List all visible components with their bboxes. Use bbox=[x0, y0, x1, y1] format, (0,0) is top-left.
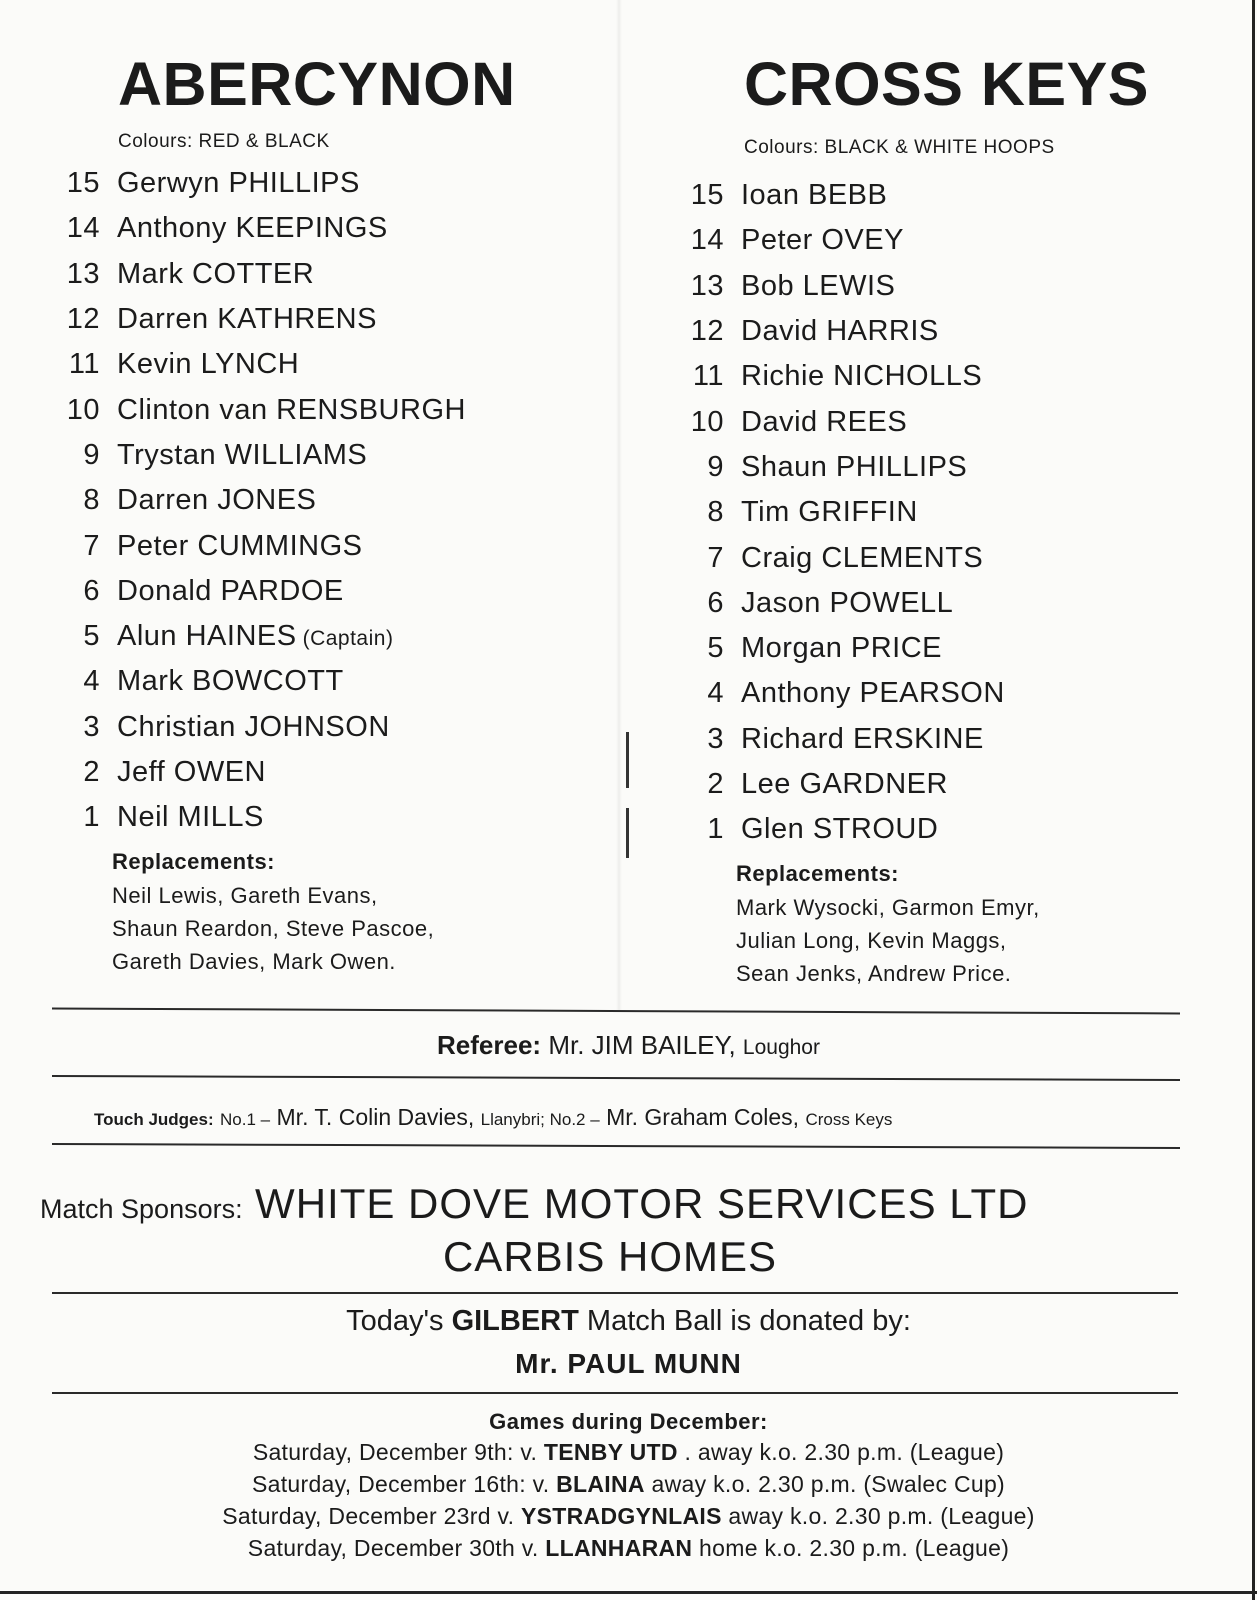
touch-judge-1-name: Mr. T. Colin Davies, bbox=[276, 1104, 475, 1130]
player-number: 8 bbox=[707, 496, 724, 529]
home-team-colours: Colours: RED & BLACK bbox=[118, 131, 330, 153]
player-name: Alun HAINES bbox=[117, 620, 297, 653]
fixture-date: Saturday, December 30th v. bbox=[247, 1535, 539, 1561]
fixture-opponent: BLAINA bbox=[556, 1471, 645, 1497]
fixture-opponent: YSTRADGYNLAIS bbox=[521, 1503, 722, 1529]
player-number: 11 bbox=[68, 348, 100, 381]
away-player-row bbox=[672, 451, 1212, 496]
player-name: Jason POWELL bbox=[741, 586, 954, 619]
player-name: Peter OVEY bbox=[741, 224, 904, 257]
player-number: 10 bbox=[66, 393, 100, 426]
player-number: 5 bbox=[83, 620, 100, 653]
player-number: 5 bbox=[707, 632, 724, 665]
touch-judge-1-place: Llanybri; No.2 – bbox=[480, 1110, 600, 1129]
fixture-date: Saturday, December 9th: v. bbox=[252, 1439, 538, 1465]
player-name: Bob LEWIS bbox=[741, 269, 896, 302]
match-ball-line bbox=[0, 1305, 1257, 1338]
home-player-row bbox=[48, 665, 588, 710]
away-player-row bbox=[672, 270, 1212, 315]
player-number: 6 bbox=[83, 574, 100, 607]
staple-top bbox=[626, 732, 629, 788]
match-ball-brand: GILBERT bbox=[451, 1305, 579, 1337]
fixtures-list bbox=[0, 1436, 1257, 1564]
player-number: 13 bbox=[690, 269, 724, 302]
touch-judges-line bbox=[94, 1104, 892, 1131]
home-player-row bbox=[48, 258, 588, 303]
home-player-row bbox=[48, 212, 588, 257]
home-player-row bbox=[48, 801, 588, 846]
player-number: 9 bbox=[707, 450, 724, 483]
player-number: 4 bbox=[83, 665, 100, 698]
away-player-row bbox=[672, 496, 1212, 541]
player-number: 1 bbox=[83, 801, 100, 834]
home-player-row bbox=[48, 575, 588, 620]
home-player-row bbox=[48, 620, 588, 665]
fixture-opponent: TENBY UTD bbox=[543, 1439, 678, 1465]
player-number: 13 bbox=[66, 257, 100, 290]
fixture-row bbox=[0, 1500, 1257, 1532]
captain-note: (Captain) bbox=[302, 627, 394, 651]
away-replacements-line: Sean Jenks, Andrew Price. bbox=[736, 960, 1012, 986]
away-player-row bbox=[672, 542, 1212, 587]
player-name: Kevin LYNCH bbox=[117, 348, 300, 381]
player-number: 12 bbox=[66, 303, 100, 336]
player-number: 12 bbox=[690, 315, 724, 348]
player-number: 2 bbox=[707, 768, 724, 801]
home-replacements-title: Replacements: bbox=[112, 848, 276, 874]
home-player-row bbox=[48, 303, 588, 348]
player-number: 3 bbox=[83, 710, 100, 743]
match-ball-donor: Mr. PAUL MUNN bbox=[515, 1348, 742, 1379]
home-player-row bbox=[48, 756, 588, 801]
player-name: Mark COTTER bbox=[117, 257, 315, 290]
player-number: 15 bbox=[690, 179, 724, 212]
touch-judges-label: Touch Judges: bbox=[94, 1110, 214, 1129]
player-name: Clinton van RENSBURGH bbox=[117, 393, 466, 426]
away-replacements-line: Mark Wysocki, Garmon Emyr, bbox=[736, 894, 1040, 920]
fixture-row bbox=[0, 1436, 1257, 1468]
referee-line bbox=[0, 1030, 1257, 1061]
away-player-row bbox=[672, 587, 1212, 632]
home-player-row bbox=[48, 167, 588, 212]
match-sponsors bbox=[40, 1180, 1028, 1228]
staple-bottom bbox=[626, 808, 629, 858]
away-player-row bbox=[672, 315, 1212, 360]
player-name: David HARRIS bbox=[741, 315, 939, 348]
home-replacements bbox=[112, 849, 588, 978]
away-team-name: CROSS KEYS bbox=[744, 50, 1149, 118]
home-replacements-line: Shaun Reardon, Steve Pascoe, bbox=[112, 915, 435, 941]
player-name: Peter CUMMINGS bbox=[117, 529, 363, 562]
away-player-row bbox=[672, 813, 1212, 858]
sponsors-label: Match Sponsors: bbox=[40, 1194, 243, 1224]
fixture-opponent: LLANHARAN bbox=[545, 1535, 693, 1561]
fixture-row bbox=[0, 1532, 1257, 1564]
home-player-row bbox=[48, 484, 588, 529]
fixture-date: Saturday, December 16th: v. bbox=[251, 1471, 550, 1497]
player-name: Mark BOWCOTT bbox=[117, 665, 344, 698]
player-number: 14 bbox=[66, 212, 100, 245]
player-name: Richie NICHOLLS bbox=[741, 360, 983, 393]
player-name: Trystan WILLIAMS bbox=[117, 438, 368, 471]
player-name: Tim GRIFFIN bbox=[741, 496, 918, 529]
player-number: 2 bbox=[83, 756, 100, 789]
player-name: Morgan PRICE bbox=[741, 632, 943, 665]
player-number: 7 bbox=[707, 541, 724, 574]
player-name: David REES bbox=[741, 405, 908, 438]
referee-place: Loughor bbox=[742, 1036, 820, 1059]
fixture-details: . away k.o. 2.30 p.m. (League) bbox=[684, 1439, 1005, 1465]
player-number: 10 bbox=[690, 405, 724, 438]
home-team bbox=[48, 48, 588, 978]
player-number: 4 bbox=[707, 677, 724, 710]
home-player-row bbox=[48, 439, 588, 484]
player-name: Richard ERSKINE bbox=[741, 722, 984, 755]
sponsor-2: CARBIS HOMES bbox=[442, 1233, 778, 1280]
page-fold bbox=[616, 0, 622, 1010]
away-team-colours: Colours: BLACK & WHITE HOOPS bbox=[744, 137, 1055, 159]
touch-judge-1-number: No.1 – bbox=[220, 1110, 271, 1129]
player-number: 15 bbox=[66, 167, 100, 200]
referee-label: Referee: bbox=[437, 1030, 542, 1060]
fixture-date: Saturday, December 23rd v. bbox=[222, 1503, 515, 1529]
player-name: Darren JONES bbox=[117, 484, 317, 517]
home-player-row bbox=[48, 394, 588, 439]
divider bbox=[52, 1075, 1180, 1081]
away-player-row bbox=[672, 677, 1212, 722]
player-name: Gerwyn PHILLIPS bbox=[117, 167, 360, 200]
player-number: 6 bbox=[707, 586, 724, 619]
player-name: Lee GARDNER bbox=[741, 768, 948, 801]
player-name: Donald PARDOE bbox=[117, 574, 344, 607]
away-player-row bbox=[672, 723, 1212, 768]
touch-judge-2-name: Mr. Graham Coles, bbox=[606, 1104, 800, 1130]
fixture-details: away k.o. 2.30 p.m. (League) bbox=[728, 1503, 1035, 1529]
fixture-details: home k.o. 2.30 p.m. (League) bbox=[699, 1535, 1010, 1561]
away-player-row bbox=[672, 632, 1212, 677]
divider bbox=[52, 1143, 1180, 1149]
home-replacements-line: Gareth Davies, Mark Owen. bbox=[112, 948, 396, 974]
home-team-name: ABERCYNON bbox=[118, 50, 516, 118]
player-number: 3 bbox=[707, 722, 724, 755]
away-player-row bbox=[672, 224, 1212, 269]
touch-judge-2-place: Cross Keys bbox=[805, 1110, 893, 1129]
match-ball-suffix: Match Ball is donated by: bbox=[586, 1305, 911, 1337]
away-replacements-line: Julian Long, Kevin Maggs, bbox=[736, 927, 1007, 953]
player-number: 1 bbox=[707, 813, 724, 846]
player-name: Anthony PEARSON bbox=[741, 677, 1005, 710]
away-roster bbox=[672, 179, 1212, 858]
home-player-row bbox=[48, 530, 588, 575]
player-name: Neil MILLS bbox=[117, 801, 264, 834]
player-name: Jeff OWEN bbox=[117, 756, 266, 789]
player-number: 7 bbox=[83, 529, 100, 562]
player-number: 11 bbox=[692, 360, 724, 393]
divider bbox=[52, 1392, 1178, 1394]
player-name: Craig CLEMENTS bbox=[741, 541, 984, 574]
player-name: Glen STROUD bbox=[741, 813, 939, 846]
player-name: Anthony KEEPINGS bbox=[117, 212, 388, 245]
away-team bbox=[672, 48, 1212, 990]
divider bbox=[52, 1292, 1178, 1294]
away-replacements bbox=[736, 861, 1212, 990]
away-player-row bbox=[672, 768, 1212, 813]
home-player-row bbox=[48, 348, 588, 393]
home-player-row bbox=[48, 711, 588, 756]
sponsor-1: WHITE DOVE MOTOR SERVICES LTD bbox=[255, 1180, 1029, 1227]
page-border-bottom bbox=[0, 1591, 1257, 1594]
fixture-details: away k.o. 2.30 p.m. (Swalec Cup) bbox=[651, 1471, 1005, 1497]
match-ball-prefix: Today's bbox=[346, 1305, 444, 1337]
away-player-row bbox=[672, 179, 1212, 224]
player-number: 14 bbox=[690, 224, 724, 257]
fixtures-title: Games during December: bbox=[489, 1409, 768, 1434]
player-name: Ioan BEBB bbox=[741, 179, 888, 212]
home-replacements-line: Neil Lewis, Gareth Evans, bbox=[112, 882, 378, 908]
player-name: Shaun PHILLIPS bbox=[741, 450, 968, 483]
away-player-row bbox=[672, 406, 1212, 451]
player-name: Christian JOHNSON bbox=[117, 710, 390, 743]
fixture-row bbox=[0, 1468, 1257, 1500]
home-roster bbox=[48, 167, 588, 846]
referee-name: Mr. JIM BAILEY, bbox=[548, 1030, 736, 1060]
away-replacements-title: Replacements: bbox=[736, 860, 900, 886]
player-number: 9 bbox=[83, 438, 100, 471]
player-number: 8 bbox=[83, 484, 100, 517]
player-name: Darren KATHRENS bbox=[117, 303, 377, 336]
away-player-row bbox=[672, 360, 1212, 405]
